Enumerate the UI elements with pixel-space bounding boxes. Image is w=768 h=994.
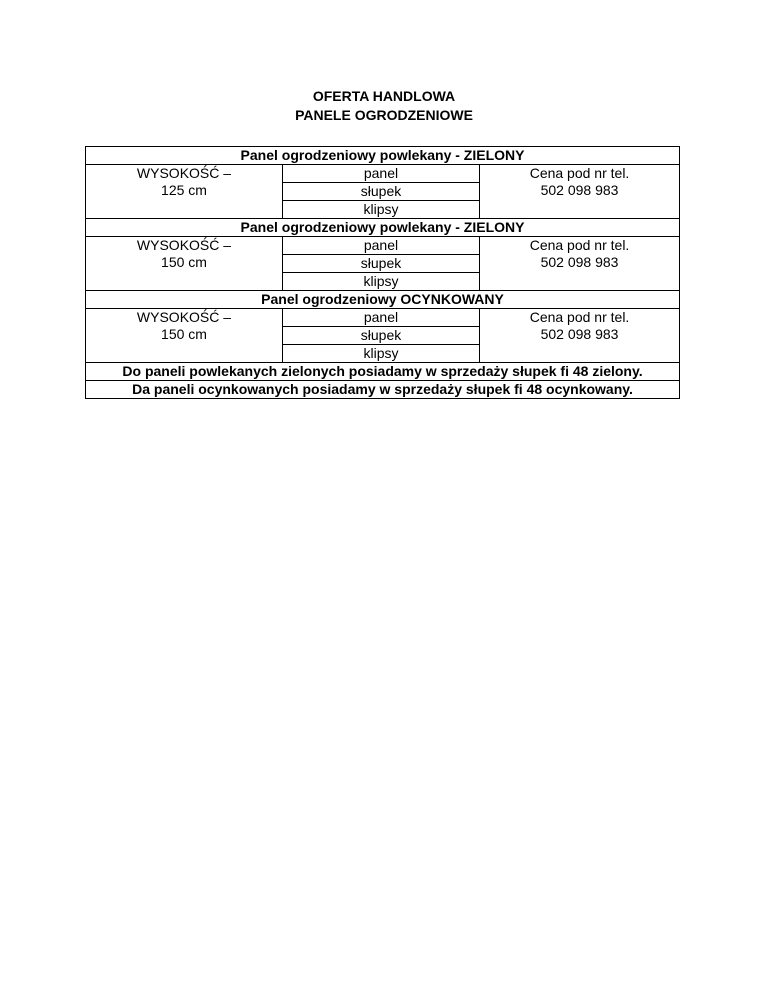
price-label: Cena pod nr tel. bbox=[529, 165, 630, 181]
height-label: WYSOKOŚĆ – bbox=[136, 165, 232, 181]
note-row bbox=[86, 363, 680, 381]
item-post: słupek bbox=[283, 327, 480, 345]
height-cell bbox=[86, 309, 283, 363]
height-label: WYSOKOŚĆ – bbox=[136, 309, 232, 325]
note-row bbox=[86, 381, 680, 399]
section-title-row bbox=[86, 291, 680, 309]
section-title-row bbox=[86, 219, 680, 237]
height-cell bbox=[86, 165, 283, 219]
section-title: Panel ogrodzeniowy OCYNKOWANY bbox=[86, 291, 680, 309]
phone-number: 502 098 983 bbox=[540, 326, 619, 342]
price-cell bbox=[480, 309, 680, 363]
height-value: 125 cm bbox=[161, 182, 207, 198]
section-title: Panel ogrodzeniowy powlekany - ZIELONY bbox=[86, 219, 680, 237]
price-cell bbox=[480, 165, 680, 219]
note-green-posts: Do paneli powlekanych zielonych posiadamy w sprzedaży słupek fi 48 zielony. bbox=[86, 363, 680, 381]
height-value: 150 cm bbox=[161, 254, 207, 270]
item-panel: panel bbox=[283, 237, 480, 255]
item-panel: panel bbox=[283, 309, 480, 327]
product-row bbox=[86, 237, 680, 255]
price-label: Cena pod nr tel. bbox=[529, 309, 630, 325]
document-subtitle: PANELE OGRODZENIOWE bbox=[295, 107, 473, 123]
item-post: słupek bbox=[283, 183, 480, 201]
note-galvanized-posts: Da paneli ocynkowanych posiadamy w sprzedaży słupek fi 48 ocynkowany. bbox=[86, 381, 680, 399]
section-title: Panel ogrodzeniowy powlekany - ZIELONY bbox=[86, 147, 680, 165]
phone-number: 502 098 983 bbox=[540, 182, 619, 198]
item-post: słupek bbox=[283, 255, 480, 273]
offer-table bbox=[85, 146, 680, 399]
product-row bbox=[86, 309, 680, 327]
height-value: 150 cm bbox=[161, 326, 207, 342]
section-title-row bbox=[86, 147, 680, 165]
product-row bbox=[86, 165, 680, 183]
height-cell bbox=[86, 237, 283, 291]
item-clips: klipsy bbox=[283, 345, 480, 363]
price-cell bbox=[480, 237, 680, 291]
document-title: OFERTA HANDLOWA bbox=[312, 88, 456, 104]
phone-number: 502 098 983 bbox=[540, 254, 619, 270]
item-clips: klipsy bbox=[283, 201, 480, 219]
item-panel: panel bbox=[283, 165, 480, 183]
item-clips: klipsy bbox=[283, 273, 480, 291]
height-label: WYSOKOŚĆ – bbox=[136, 237, 232, 253]
price-label: Cena pod nr tel. bbox=[529, 237, 630, 253]
